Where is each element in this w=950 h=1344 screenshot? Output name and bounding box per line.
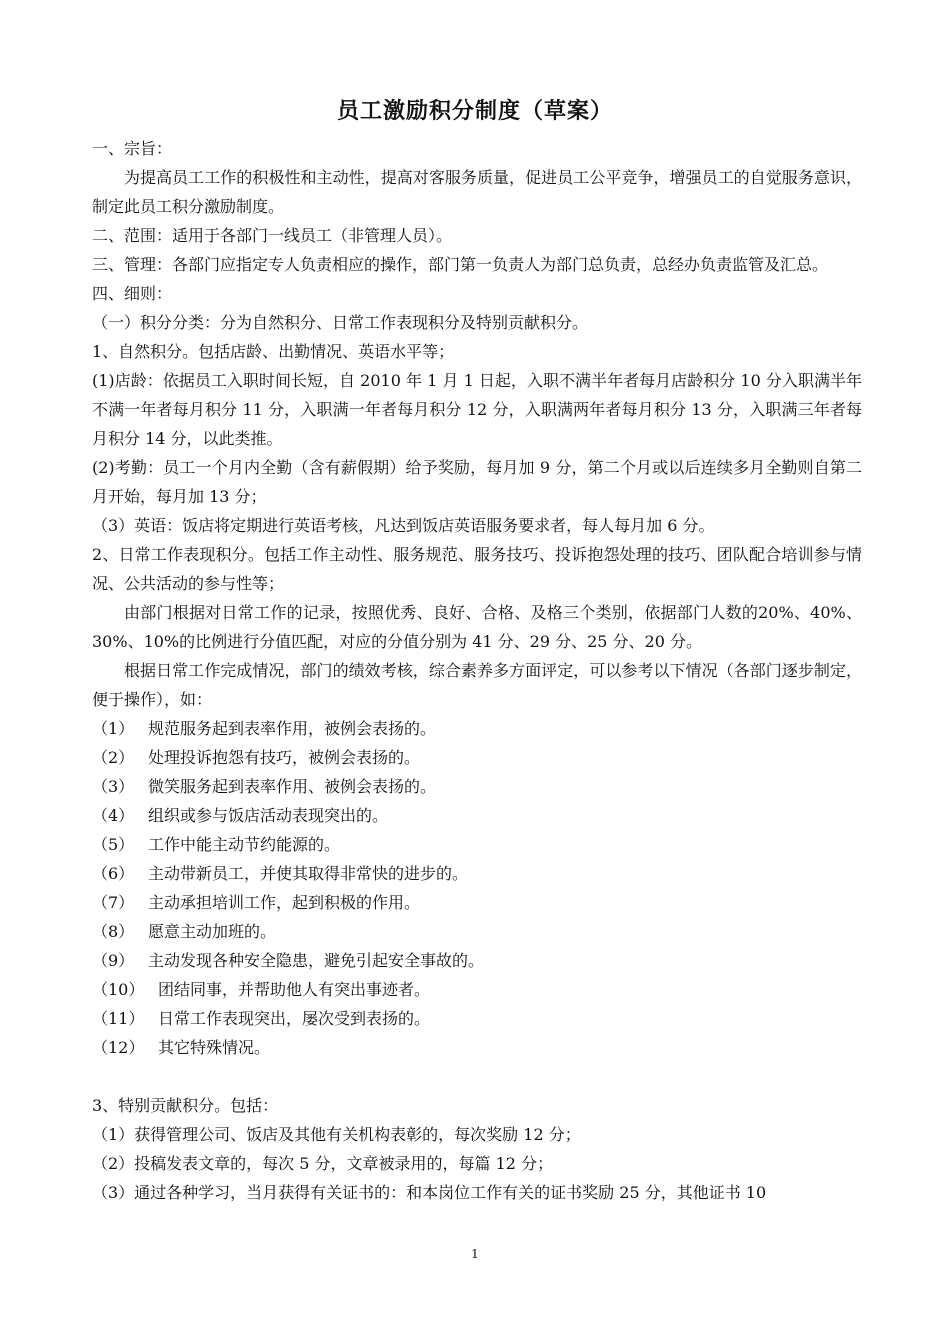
list-item-number: （1） [92, 719, 135, 738]
list-item [92, 975, 862, 1004]
seniority-rule: (1)店龄：依据员工入职时间长短，自 2010 年 1 月 1 日起，入职不满半年者每月店龄积分 10 分入职满半年不满一年者每月积分 11 分，入职满一年者每月积分 12 分，入职满两年者每月积分 13 分，入职满三年者每月积分 14 分，以此类推。 [92, 371, 862, 448]
list-item-text: 主动承担培训工作，起到积极的作用。 [148, 893, 421, 912]
daily-performance-reference: 根据日常工作完成情况，部门的绩效考核，综合素养多方面评定，可以参考以下情况（各部门逐步制定，便于操作），如： [92, 661, 862, 709]
list-item-number: （3） [92, 777, 135, 796]
section-scope: 二、范围：适用于各部门一线员工（非管理人员）。 [92, 226, 453, 245]
list-item-text: 日常工作表现突出，屡次受到表扬的。 [158, 1009, 431, 1028]
attendance-rule: (2)考勤：员工一个月内全勤（含有薪假期）给予奖励，每月加 9 分，第二个月或以后连续多月全勤则自第二月开始，每月加 13 分； [92, 458, 862, 506]
list-item [92, 888, 862, 917]
list-item-text: 工作中能主动节约能源的。 [148, 835, 341, 854]
document-title: 员工激励积分制度（草案） [336, 99, 613, 124]
list-item-number: （11） [92, 1009, 145, 1028]
special-contribution-item: （1）获得管理公司、饭店及其他有关机构表彰的，每次奖励 12 分； [92, 1125, 581, 1144]
list-item-text: 主动发现各种安全隐患，避免引起安全事故的。 [148, 951, 485, 970]
list-item [92, 1004, 862, 1033]
list-item-text: 组织或参与饭店活动表现突出的。 [148, 806, 389, 825]
purpose-paragraph: 为提高员工工作的积极性和主动性，提高对客服务质量，促进员工公平竞争，增强员工的自觉服务意识，制定此员工积分激励制度。 [92, 168, 862, 216]
list-item-number: （6） [92, 864, 135, 883]
list-item [92, 830, 862, 859]
page-number: 1 [471, 1247, 479, 1261]
document-body [92, 134, 862, 1207]
daily-performance-ratio: 由部门根据对日常工作的记录，按照优秀、良好、合格、及格三个类别，依据部门人数的20%、40%、30%、10%的比例进行分值匹配，对应的分值分别为 41 分、29 分、25 分、20 分。 [92, 603, 862, 651]
paragraph-spacer [92, 1062, 862, 1091]
list-item [92, 917, 862, 946]
section-rules-heading: 四、细则： [92, 284, 173, 303]
performance-list [92, 714, 862, 1062]
list-item [92, 859, 862, 888]
list-item-number: （5） [92, 835, 135, 854]
list-item [92, 801, 862, 830]
points-category: （一）积分分类：分为自然积分、日常工作表现积分及特别贡献积分。 [92, 313, 589, 332]
list-item-number: （9） [92, 951, 135, 970]
list-item-text: 团结同事，并帮助他人有突出事迹者。 [158, 980, 431, 999]
list-item [92, 1033, 862, 1062]
special-contribution-item: （2）投稿发表文章的，每次 5 分，文章被录用的，每篇 12 分； [92, 1154, 554, 1173]
list-item [92, 714, 862, 743]
list-item-number: （8） [92, 922, 135, 941]
english-rule: （3）英语：饭店将定期进行英语考核，凡达到饭店英语服务要求者，每人每月加 6 分。 [92, 516, 715, 535]
list-item-text: 主动带新员工，并使其取得非常快的进步的。 [148, 864, 469, 883]
list-item-number: （7） [92, 893, 135, 912]
list-item-text: 规范服务起到表率作用，被例会表扬的。 [148, 719, 437, 738]
section-purpose-heading: 一、宗旨： [92, 139, 173, 158]
natural-points-heading: 1、自然积分。包括店龄、出勤情况、英语水平等； [92, 342, 455, 361]
list-item-number: （12） [92, 1038, 145, 1057]
special-contribution-heading: 3、特别贡献积分。包括： [92, 1096, 279, 1115]
list-item [92, 772, 862, 801]
list-item-number: （4） [92, 806, 135, 825]
list-item-text: 微笑服务起到表率作用、被例会表扬的。 [148, 777, 437, 796]
daily-performance-heading: 2、日常工作表现积分。包括工作主动性、服务规范、服务技巧、投诉抱怨处理的技巧、团队配合培训参与情况、公共活动的参与性等； [92, 545, 862, 593]
list-item [92, 946, 862, 975]
list-item-number: （10） [92, 980, 145, 999]
list-item-text: 其它特殊情况。 [158, 1038, 271, 1057]
list-item-text: 处理投诉抱怨有技巧，被例会表扬的。 [148, 748, 421, 767]
list-item-number: （2） [92, 748, 135, 767]
special-contribution-item: （3）通过各种学习，当月获得有关证书的：和本岗位工作有关的证书奖励 25 分，其他证书 10 [92, 1183, 767, 1202]
list-item-text: 愿意主动加班的。 [148, 922, 277, 941]
list-item [92, 743, 862, 772]
section-management: 三、管理：各部门应指定专人负责相应的操作，部门第一负责人为部门总负责，总经办负责监管及汇总。 [92, 255, 829, 274]
